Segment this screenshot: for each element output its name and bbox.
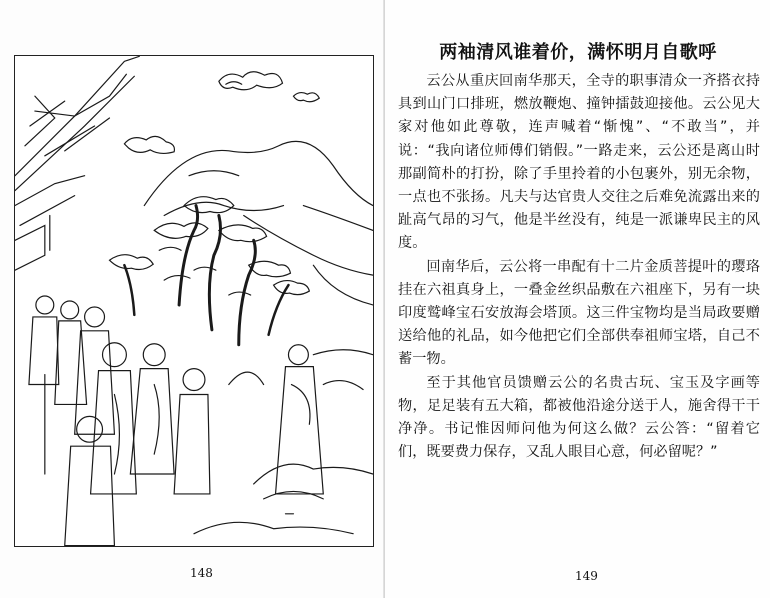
illustration <box>14 55 374 547</box>
monks-group <box>29 296 210 546</box>
chapter-title: 两袖清风谁着价，满怀明月自歌呼 <box>439 42 717 63</box>
paragraph: 至于其他官员馈赠云公的名贵古玩、宝玉及字画等物，足足装有五大箱，都被他沿途分送于人，施舍得干干净净。书记惟因师问他为何这么做？云公答：“留着它们，既要费力保存，又乱人眼目心意，何必留呢？” <box>398 374 760 461</box>
page-number-left: 148 <box>190 566 213 580</box>
temple-gate-scene <box>15 56 373 546</box>
cloud <box>124 72 319 154</box>
page-number-right: 149 <box>575 569 598 583</box>
rocks <box>194 350 373 534</box>
mountains <box>144 141 373 305</box>
pine-trees <box>109 197 309 345</box>
body-text <box>398 70 760 464</box>
paragraph: 回南华后，云公将一串配有十二片金质菩提叶的璎珞挂在六祖真身上，一叠金丝织品敷在六祖座下，另有一块印度鹫峰宝石安放海会塔顶。这三件宝物均是当局政要赠送给他的礼品，如今他把它们全部供奉祖师宝塔，自己不蓄一物。 <box>398 258 760 368</box>
abbot-figure <box>276 345 324 514</box>
paragraph: 云公从重庆回南华那天，全寺的职事清众一齐搭衣持具到山门口排班，燃放鞭炮、撞钟擂鼓迎接他。云公见大家对他如此尊敬，连声喊着“惭愧”、“不敢当”，并说：“我向诸位师傅们销假。”一路走来，云公还是离山时那副简朴的打扮，除了手里拎着的小包裹外，别无余物，一点也不张扬。凡夫与达官贵人交往之后难免流露出来的趾高气昂的习气，他是半丝没有，纯是一派谦卑民主的风度。 <box>398 73 760 252</box>
temple-roof <box>15 56 139 270</box>
